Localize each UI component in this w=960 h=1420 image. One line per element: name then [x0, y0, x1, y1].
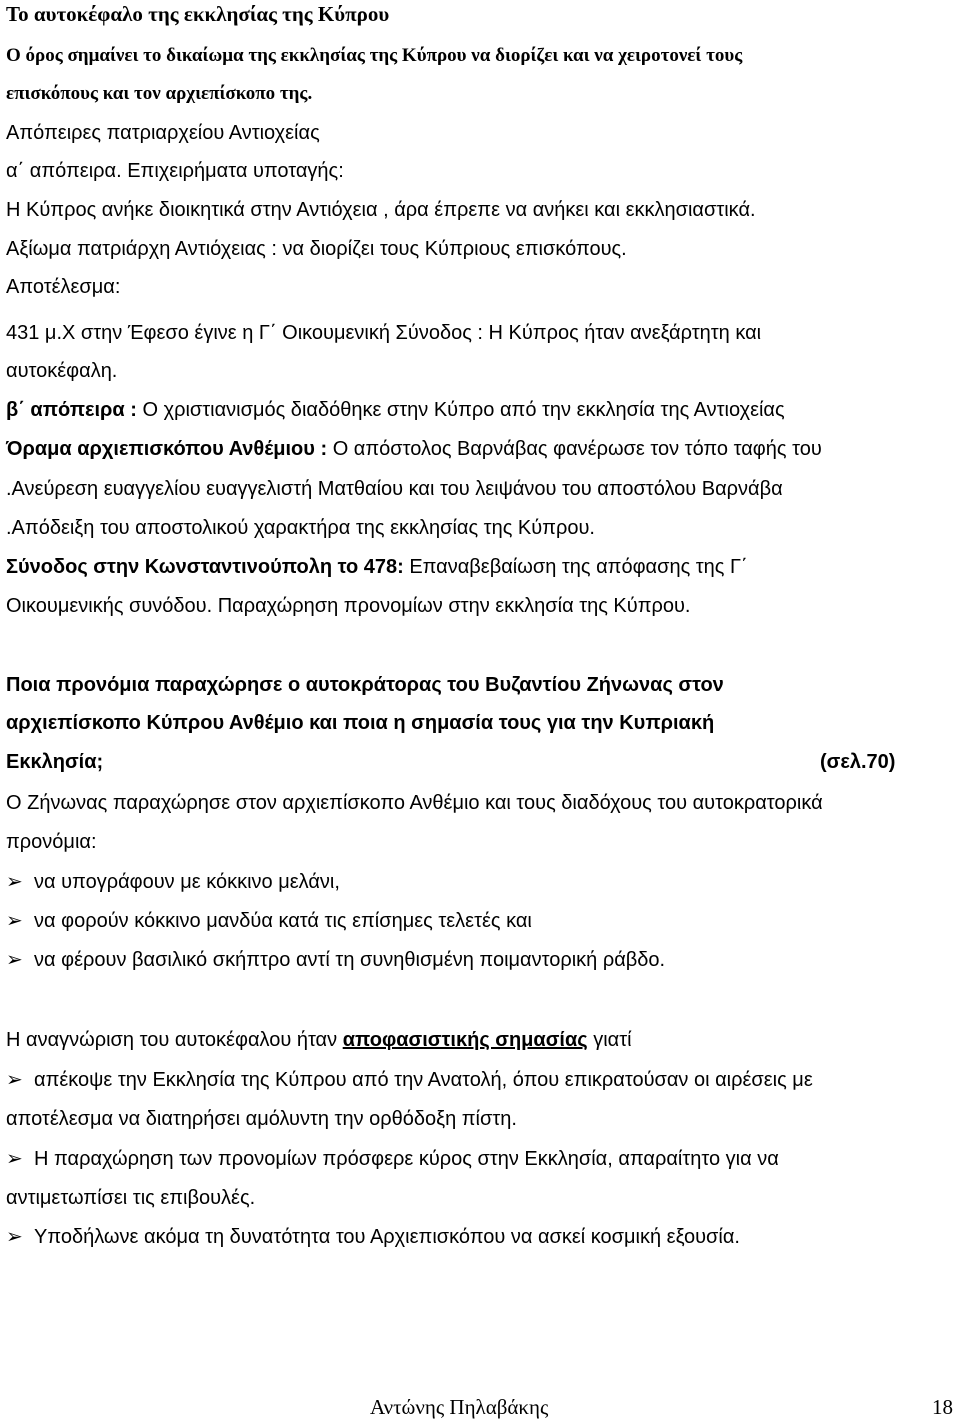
significance-point-text: Η παραχώρηση των προνομίων πρόσφερε κύρος στην Εκκλησία, απαραίτητο για να — [34, 1148, 779, 1170]
result-line-2: αυτοκέφαλη. — [6, 360, 118, 382]
privilege-item — [6, 909, 532, 933]
answer-line-1: Ο Ζήνωνας παραχώρησε στον αρχιεπίσκοπο Ανθέμιο και τους διαδόχους του αυτοκρατορικά — [6, 792, 823, 814]
significance-point-text: απέκοψε την Εκκλησία της Κύπρου από την Ανατολή, όπου επικρατούσαν οι αιρέσεις με — [34, 1069, 813, 1091]
second-attempt — [6, 398, 785, 422]
significance-emphasis: αποφασιστικής σημασίας — [342, 1029, 588, 1051]
synod-line — [6, 555, 748, 579]
significance-intro — [6, 1028, 632, 1052]
result-label: Αποτέλεσμα: — [6, 276, 121, 298]
significance-point-2 — [6, 1147, 779, 1171]
question-line-1: Ποια προνόμια παραχώρησε ο αυτοκράτορας του Βυζαντίου Ζήνωνας στον — [6, 674, 724, 696]
result-line-1: 431 μ.Χ στην Έφεσο έγινε η Γ΄ Οικουμενική Σύνοδος : Η Κύπρος ήταν ανεξάρτητη και — [6, 322, 762, 344]
privilege-text: να υπογράφουν με κόκκινο μελάνι, — [34, 871, 340, 893]
significance-point-2-cont: αντιμετωπίσει τις επιβουλές. — [6, 1187, 256, 1209]
footer-author: Αντώνης Πηλαβάκης — [370, 1395, 549, 1419]
answer-line-2: προνόμια: — [6, 831, 97, 853]
significance-point-1 — [6, 1068, 813, 1092]
question-line-2: αρχιεπίσκοπο Κύπρου Ανθέμιο και ποια η σημασία τους για την Κυπριακή — [6, 712, 715, 734]
page-reference: (σελ.70) — [820, 751, 896, 773]
privilege-text: να φορούν κόκκινο μανδύα κατά τις επίσημες τελετές και — [34, 910, 532, 932]
proof-line: .Απόδειξη του αποστολικού χαρακτήρα της εκκλησίας της Κύπρου. — [6, 517, 595, 539]
significance-point-1-cont: αποτέλεσμα να διατηρήσει αμόλυντη την ορθόδοξη πίστη. — [6, 1108, 517, 1130]
privilege-item — [6, 948, 665, 972]
argument-1: Η Κύπρος ανήκε διοικητικά στην Αντιόχεια , άρα έπρεπε να ανήκει και εκκλησιαστικά. — [6, 199, 756, 221]
arrowhead-bullet-icon: ➢ — [6, 949, 23, 971]
arrowhead-bullet-icon: ➢ — [6, 910, 23, 932]
privilege-text: να φέρουν βασιλικό σκήπτρο αντί τη συνηθισμένη ποιμαντορική ράβδο. — [34, 949, 666, 971]
question-line-3: Εκκλησία; — [6, 751, 104, 773]
arrowhead-bullet-icon: ➢ — [6, 1069, 23, 1091]
second-attempt-label: β΄ απόπειρα : — [6, 399, 137, 421]
synod-text: Επαναβεβαίωση της απόφασης της Γ΄ — [403, 556, 748, 578]
vision-label: Όραμα αρχιεπισκόπου Ανθέμιου : — [6, 438, 328, 460]
significance-point-text: Υποδήλωνε ακόμα τη δυνατότητα του Αρχιεπισκόπου να ασκεί κοσμική εξουσία. — [34, 1226, 740, 1248]
attempts-heading: Απόπειρες πατριαρχείου Αντιοχείας — [6, 122, 320, 144]
synod-line-2: Οικουμενικής συνόδου. Παραχώρηση προνομίων στην εκκλησία της Κύπρου. — [6, 595, 691, 617]
arrowhead-bullet-icon: ➢ — [6, 1226, 23, 1248]
second-attempt-text: Ο χριστιανισμός διαδόθηκε στην Κύπρο από την εκκλησία της Αντιοχείας — [136, 399, 785, 421]
arrowhead-bullet-icon: ➢ — [6, 1148, 23, 1170]
discovery-line: .Ανεύρεση ευαγγελίου ευαγγελιστή Ματθαίου και του λειψάνου του αποστόλου Βαρνάβα — [6, 478, 783, 500]
definition-line-1: Ο όρος σημαίνει το δικαίωμα της εκκλησίας της Κύπρου να διορίζει και να χειροτονεί τους — [6, 45, 743, 66]
first-attempt-label: α΄ απόπειρα. Επιχειρήματα υποταγής: — [6, 160, 344, 182]
significance-intro-start: Η αναγνώριση του αυτοκέφαλου ήταν — [6, 1029, 343, 1051]
page-number: 18 — [932, 1395, 953, 1419]
definition-line-2: επισκόπους και τον αρχιεπίσκοπο της. — [6, 83, 313, 104]
vision-text: Ο απόστολος Βαρνάβας φανέρωσε τον τόπο ταφής του — [327, 438, 822, 460]
argument-2: Αξίωμα πατριάρχη Αντιόχειας : να διορίζει τους Κύπριους επισκόπους. — [6, 238, 627, 260]
synod-label: Σύνοδος στην Κωνσταντινούπολη το 478: — [6, 556, 404, 578]
significance-intro-end: γιατί — [587, 1029, 632, 1051]
page-title: Το αυτοκέφαλο της εκκλησίας της Κύπρου — [6, 2, 390, 26]
privilege-item — [6, 870, 340, 894]
significance-point-3 — [6, 1225, 740, 1249]
vision-line — [6, 437, 822, 461]
arrowhead-bullet-icon: ➢ — [6, 871, 23, 893]
